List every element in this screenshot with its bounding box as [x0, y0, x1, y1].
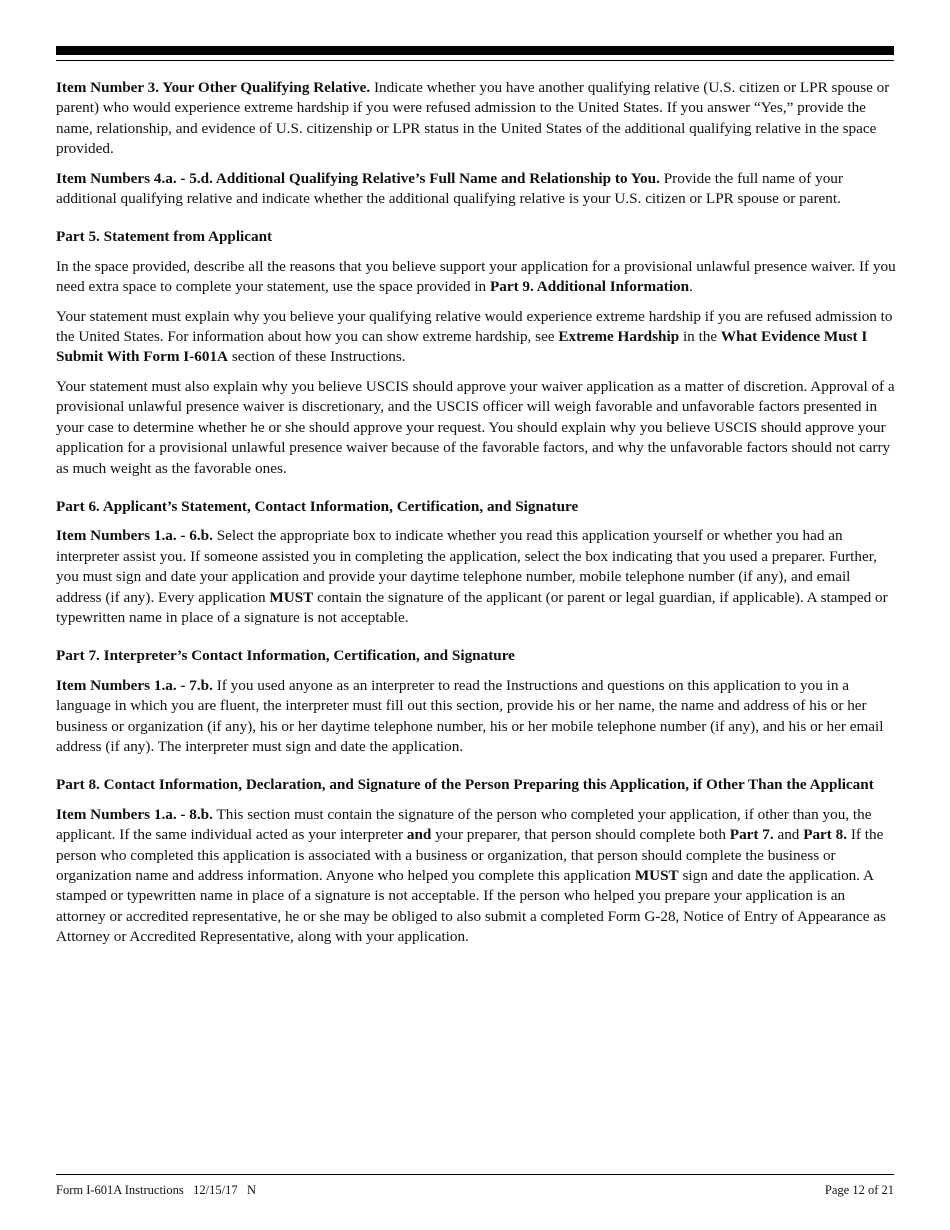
part-5-p1-text: In the space provided, describe all the reasons that you believe support your application for a provisional unlawful presence waiver. If you need extra space to complete your statement, use the space provided in: [56, 257, 896, 296]
item-3-lead: Item Number 3. Your Other Qualifying Relative.: [56, 79, 371, 96]
part-8-bold-and: and: [406, 826, 432, 844]
part-5-p2-end: section of these Instructions.: [228, 348, 406, 366]
header-thick-rule: [56, 46, 894, 55]
part-8-paragraph: [56, 805, 896, 948]
part-6-heading: Part 6. Applicant’s Statement, Contact Information, Certification, and Signature: [56, 497, 579, 515]
part-6-bold: MUST: [269, 588, 314, 606]
part-8-text-2: your preparer, that person should complete both: [431, 826, 730, 844]
part-7-text: If you used anyone as an interpreter to read the Instructions and questions on this application to you in a language in which you are fluent, the interpreter must fill out this section, provide his or her name, the name and address of his or her business or organization (if any), his or her daytime telephone number, his or her mobile telephone number (if any), and his or her email address (if any). The interpreter must sign and date the application.: [56, 676, 884, 755]
part-5-p1-bold: Part 9. Additional Information: [489, 278, 690, 296]
part-8-bold-part8: Part 8.: [803, 826, 848, 844]
part-7-paragraph: [56, 676, 896, 758]
footer-page-number: Page 12 of 21: [824, 1183, 894, 1197]
part-6-text-1: Select the appropriate box to indicate whether you read this application yourself or whether you had an interpreter assist you. If someone assisted you in completing the application, select the box indicating that you used a preparer. Further, you must sign and date your application and provide your daytime telephone number, mobile telephone number (if any), and email address (if any). Every application: [56, 527, 877, 606]
part-8-text-3: and: [773, 826, 804, 844]
part-5-paragraph-3: Your statement must also explain why you believe USCIS should approve your waiver application as a matter of discretion. Approval of a provisional unlawful presence waiver is discretionary, and the USCIS officer will weigh favorable and unfavorable factors presented in your case to determine whether he or she should approve your request. You should explain why you believe USCIS should approve your application for a provisional unlawful presence waiver because of the favorable factors, and why the unfavorable factors should not carry as much weight as the favorable ones.: [56, 377, 895, 477]
part-5-p2-bold-1: Extreme Hardship: [558, 328, 680, 346]
part-5-p2-text: Your statement must explain why you believe your qualifying relative would experience extreme hardship if you are refused admission to the United States. For information about how you can show extreme hardship, see: [56, 307, 893, 346]
part-5-paragraph-2: [56, 307, 896, 368]
footer-rule: [56, 1174, 894, 1175]
part-5-p2-mid: in the: [679, 328, 721, 346]
part-8-bold-must: MUST: [634, 867, 679, 884]
part-8-text-5: sign and date the application. A stamped or typewritten name in place of a signature is not acceptable. If the person who helped you prepare your application is an attorney or accredited representative, he or she may be obliged to also submit a completed Form G-28, Notice of Entry of Appearance as Attorney or Accredited Representative, along with your application.: [56, 867, 886, 946]
part-5-p1-end: .: [689, 278, 693, 296]
part-8-lead: Item Numbers 1.a. - 8.b.: [56, 805, 213, 823]
part-7-heading: Part 7. Interpreter’s Contact Information, Certification, and Signature: [56, 647, 515, 665]
part-8-text-4: If the person who completed this application is associated with a business or organization, that person should complete the business or organization name and address information. Anyone who helped you complete this application: [56, 826, 884, 884]
part-8-text-1: This section must contain the signature of the person who completed your application, if other than you, the applicant. If the same individual acted as your interpreter: [56, 805, 872, 844]
part-5-heading: Part 5. Statement from Applicant: [56, 228, 273, 246]
item-3-paragraph: [56, 78, 896, 160]
footer-form-info: Form I-601A Instructions 12/15/17 N: [56, 1183, 256, 1197]
item-4a-5d-paragraph: [56, 169, 896, 210]
item-4a-5d-lead: Item Numbers 4.a. - 5.d. Additional Qualifying Relative’s Full Name and Relationship to You.: [56, 169, 660, 187]
part-7-lead: Item Numbers 1.a. - 7.b.: [56, 676, 213, 694]
part-8-bold-part7: Part 7.: [729, 826, 774, 844]
part-8-heading: Part 8. Contact Information, Declaration, and Signature of the Person Preparing this Application, if Other Than the Applicant: [56, 776, 874, 794]
part-6-lead: Item Numbers 1.a. - 6.b.: [56, 527, 213, 545]
document-body: [56, 78, 896, 957]
part-6-text-2: contain the signature of the applicant (or parent or legal guardian, if applicable). A stamped or typewritten name in place of a signature is not acceptable.: [56, 588, 888, 626]
part-5-p2-bold-2: What Evidence Must I Submit With Form I-601A: [56, 328, 868, 366]
part-5-paragraph-1: [56, 257, 896, 298]
header-thin-rule: [56, 60, 894, 61]
part-6-paragraph: [56, 526, 896, 628]
item-4a-5d-text: Provide the full name of your additional qualifying relative and indicate whether the additional qualifying relative is your U.S. citizen or LPR spouse or parent.: [56, 169, 843, 208]
item-3-text: Indicate whether you have another qualifying relative (U.S. citizen or LPR spouse or parent) who would experience extreme hardship if you were refused admission to the United States. If you answer “Yes,” provide the name, relationship, and evidence of U.S. citizenship or LPR status in the United States of the additional qualifying relative in the space provided.: [56, 79, 890, 158]
